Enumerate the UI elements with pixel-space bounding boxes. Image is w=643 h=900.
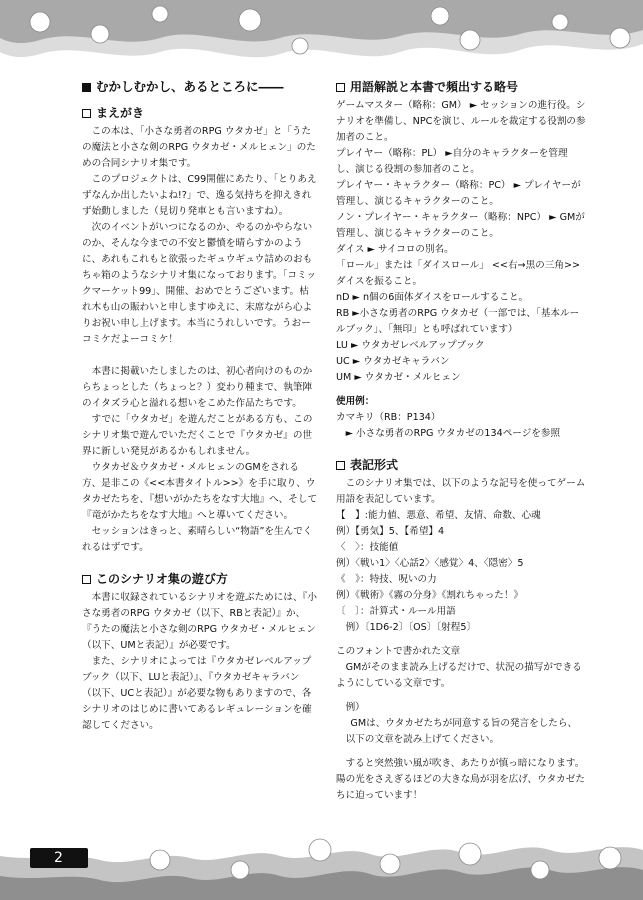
section-heading-glossary: 用語解説と本書で頻出する略号 [336, 78, 586, 96]
section-heading-howto: このシナリオ集の遊び方 [82, 570, 318, 588]
font-label: このフォントで書かれた文章 [336, 646, 461, 657]
paragraph: ウタカゼ＆ウタカゼ・メルヒェンのGMをされる方、是非この《<<本書タイトル>>》を手に取り、ウタカゼたちを、『想いがかたちをなす大地』へ、そして『竜がかたちをなす大地』へと導いてください。 [82, 462, 318, 521]
paragraph: このプロジェクトは、C99開催にあたり、「とりあえずなんか出したいよね!?」で、逸る気持ちを抑えきれず始動しました（見切り発車とも言いますね）。 [82, 174, 317, 217]
example-label: 例） [345, 702, 365, 713]
square-icon [336, 461, 345, 470]
glossary-entry: nD ► n個の6面体ダイスをロールすること。 [336, 292, 529, 303]
square-icon [82, 575, 91, 584]
usage-label: 使用例： [336, 396, 375, 407]
paragraph: この本は、「小さな勇者のRPG ウタカゼ」と「うたの魔法と小さな剣のRPG ウタカゼ・メルヒェン」のための合同シナリオ集です。 [82, 126, 316, 169]
paragraph: 本書に収録されているシナリオを遊ぶためには、『小さな勇者のRPG ウタカゼ（以下、RBと表記）』か、『うたの魔法と小さな剣のRPG ウタカゼ・メルヒェン（以下、UMと表記）』が必要です。 [82, 592, 317, 651]
notation-line: 〈 〉：技能値 [336, 542, 399, 553]
usage-line: ► 小さな勇者のRPG ウタカゼの134ページを参照 [345, 428, 561, 439]
glossary-entry: ゲームマスター（略称：GM） ► セッションの進行役。シナリオを準備し、NPCを演じ、ルールを裁定する役割の参加者のこと。 [336, 100, 586, 143]
section-heading-notation: 表記形式 [336, 456, 586, 474]
glossary-entry: LU ► ウタカゼレベルアップブック [336, 340, 485, 351]
paragraph: すでに「ウタカゼ」を遊んだことがある方も、このシナリオ集で遊んでいただくことで『ウタカゼ』の世界に新しい発見があるかもしれません。 [82, 414, 313, 457]
example-line: 以下の文章を読み上げてください。 [345, 734, 500, 745]
notation-line: 例）〈戦い1〉〈心話2〉〈感覚〉4、〈隠密〉5 [336, 558, 524, 569]
glossary-entry: RB ►小さな勇者のRPG ウタカゼ（一部では、「基本ルールブック」、「無印」とも呼ばれています） [336, 308, 580, 335]
notation-line: 例）【勇気】5、【希望】4 [336, 526, 445, 537]
notation-line: 《 》：特技、呪いの力 [336, 574, 437, 585]
filled-square-icon [82, 83, 91, 92]
bottom-flower-decoration [0, 820, 643, 900]
section-heading-foreword: まえがき [82, 104, 318, 122]
notation-line: 〔 〕：計算式・ルール用語 [336, 606, 456, 617]
notation-line: 例）〔1D6-2〕〔OS〕〔射程5〕 [345, 622, 477, 633]
paragraph: セッションはきっと、素晴らしい“物語”を生んでくれるはずです。 [82, 526, 313, 553]
notation-line: 例）《戦術》《霧の分身》《割れちゃった！》 [336, 590, 524, 601]
paragraph: 次のイベントがいつになるのか、やるのかやらないのか、そんな今までの不安と鬱憤を晴らすかのように、あれもこれもと欲張ったギュウギュウ詰めのおもちゃ箱のようなシナリオ集になっております。「コミックマーケット99」、開催、おめでとうございます。枯れ木も山の賑わいと申しますゆえに、末席ながら心よりお祝い申し上げます。本当にうれしいです。うおーコミケだよーコミケ！ [82, 222, 316, 345]
glossary-entry: ノン・プレイヤー・キャラクター（略称：NPC） ► GMが管理し、演じるキャラクターのこと。 [336, 212, 585, 239]
usage-line: カマキリ（RB：P134） [336, 412, 441, 423]
paragraph: 本書に掲載いたしましたのは、初心者向けのものからちょっとした（ちょっと？）変わり種まで、執筆陣のイタズラ心と溢れる想いをこめた作品たちです。 [82, 366, 313, 409]
notation-line: 【 】:能力値、悪意、希望、友情、命数、心魂 [336, 510, 541, 521]
glossary-entry: プレイヤー・キャラクター（略称：PC） ► プレイヤーが管理し、演じるキャラクターのこと。 [336, 180, 581, 207]
example-line: GMは、ウタカゼたちが同意する旨の発言をしたら、 [350, 718, 578, 729]
paragraph: GMがそのまま読み上げるだけで、状況の描写ができるようにしている文章です。 [336, 662, 582, 689]
glossary-entry: UC ► ウタカゼキャラバン [336, 356, 450, 367]
paragraph: このシナリオ集では、以下のような記号を使ってゲーム用語を表記しています。 [336, 478, 586, 505]
square-icon [82, 109, 91, 118]
left-column [82, 78, 318, 734]
glossary-entry: ダイス ► サイコロの別名。 [336, 244, 454, 255]
glossary-entry: プレイヤー（略称：PL） ►自分のキャラクターを管理し、演じる役割の参加者のこと。 [336, 148, 568, 175]
page-number: 2 [30, 848, 88, 868]
glossary-entry: 「ロール」または「ダイスロール」 <<右→黒の三角>> ダイスを振ること。 [336, 260, 581, 287]
right-column [336, 78, 586, 804]
narration-text: すると突然強い風が吹き、あたりが慎っ暗になります。陽の光をさえぎるほどの大きな鳥が羽を広げ、ウタカゼたちに迫っています！ [336, 758, 585, 801]
square-icon [336, 83, 345, 92]
main-heading: むかしむかし、あるところに―― [82, 78, 318, 96]
glossary-entry: UM ► ウタカゼ・メルヒェン [336, 372, 461, 383]
top-flower-decoration [0, 0, 643, 70]
paragraph: また、シナリオによっては『ウタカゼレベルアップブック（以下、LUと表記）』、『ウタカゼキャラバン（以下、UCと表記）』が必要な物もありますので、各シナリオのはじめに書いてあるレギュレーションを確認してください。 [82, 656, 312, 731]
